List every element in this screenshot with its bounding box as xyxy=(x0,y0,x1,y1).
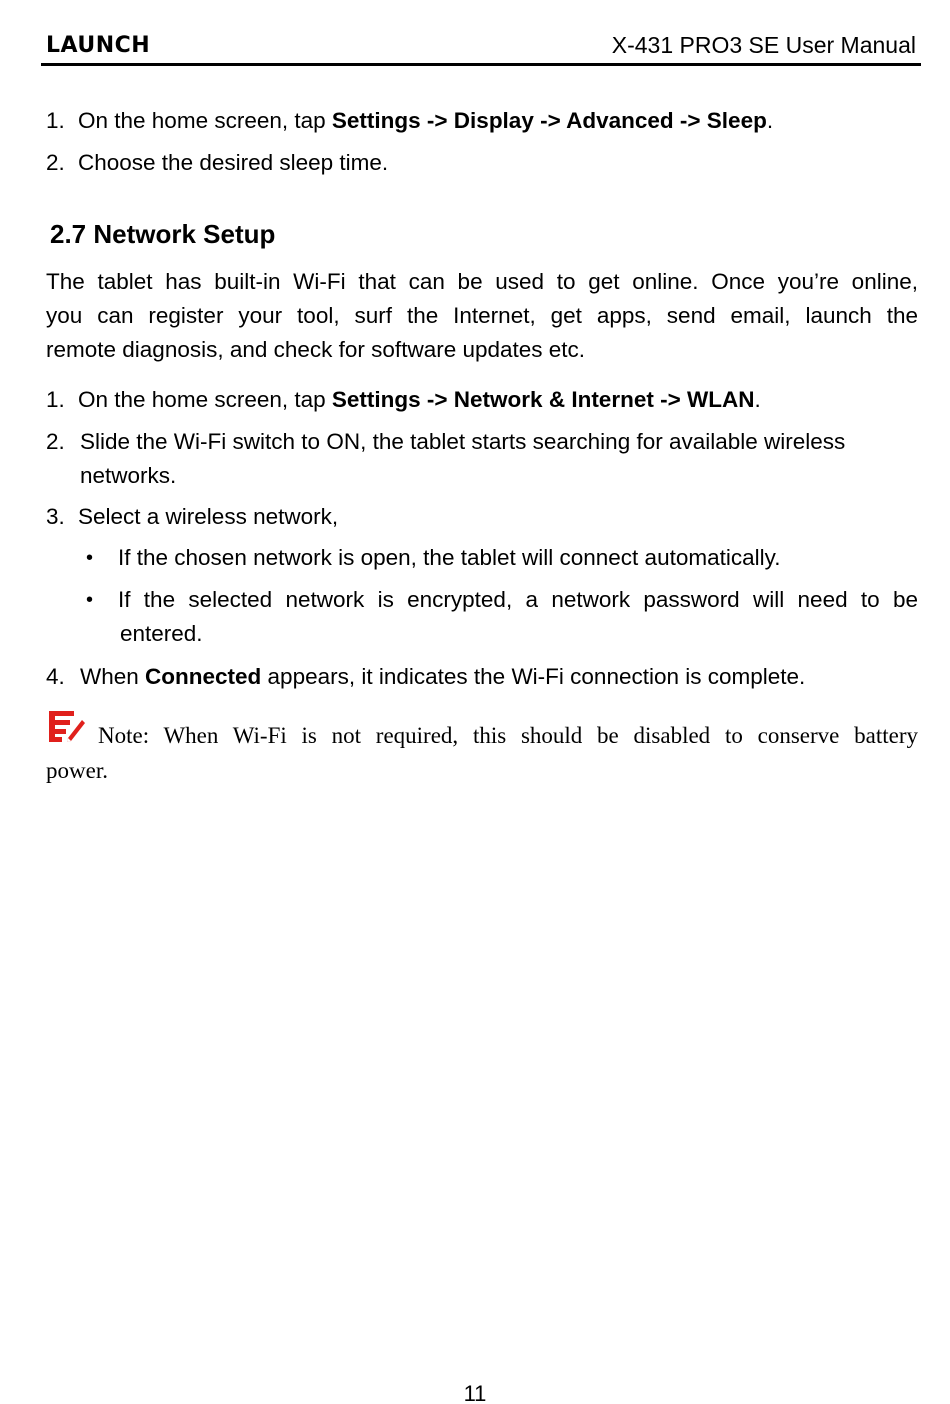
network-step-1 xyxy=(78,386,761,414)
network-step-1-number: 1. xyxy=(46,387,65,412)
network-step-2-number: 2. xyxy=(46,429,65,454)
sleep-step-2: Choose the desired sleep time. xyxy=(78,150,389,175)
sleep-step-1-text: On the home screen, tap xyxy=(78,108,332,133)
network-step-1-path: Settings -> Network & Internet -> WLAN xyxy=(331,387,755,412)
bullet-2-line-1: If the selected network is encrypted, a network password will need to be xyxy=(118,587,918,612)
intro-paragraph xyxy=(46,265,918,367)
brand-logo-text: LAUNCH xyxy=(46,33,151,58)
intro-line-2: you can register your tool, surf the Internet, get apps, send email, launch the xyxy=(46,303,918,328)
sleep-step-2-number: 2. xyxy=(46,150,65,175)
network-step-4-end: appears, it indicates the Wi-Fi connection is complete. xyxy=(261,664,806,689)
network-step-4-text: When xyxy=(80,664,146,689)
page-number: 11 xyxy=(463,1381,487,1404)
network-step-1-end: . xyxy=(754,387,761,412)
network-step-3: Select a wireless network, xyxy=(78,504,339,529)
sleep-step-1-number: 1. xyxy=(46,108,65,133)
network-step-1-text: On the home screen, tap xyxy=(78,387,332,412)
network-step-4-status: Connected xyxy=(145,664,262,689)
note-text xyxy=(46,718,918,788)
network-step-2-line-2: networks. xyxy=(80,463,177,488)
sleep-step-1-path: Settings -> Display -> Advanced -> Sleep xyxy=(331,108,767,133)
sleep-step-1-end: . xyxy=(766,108,774,133)
intro-line-3: remote diagnosis, and check for software updates etc. xyxy=(46,337,586,362)
network-step-4 xyxy=(80,663,805,691)
document-title: X-431 PRO3 SE User Manual xyxy=(611,32,916,58)
section-heading: 2.7 Network Setup xyxy=(50,219,276,249)
bullet-2-symbol: • xyxy=(86,589,94,611)
network-step-2-line-1: Slide the Wi-Fi switch to ON, the tablet starts searching for available wireless xyxy=(80,429,846,454)
network-step-4-number: 4. xyxy=(46,664,65,689)
sleep-step-1 xyxy=(78,107,773,135)
network-step-3-number: 3. xyxy=(46,504,65,529)
page-header xyxy=(41,30,921,66)
bullet-1-text: If the chosen network is open, the tablet will connect automatically. xyxy=(118,545,781,570)
note-line-1: Note: When Wi-Fi is not required, this should be disabled to conserve battery xyxy=(98,723,918,748)
note-line-2: power. xyxy=(46,758,108,783)
bullet-2-line-2: entered. xyxy=(120,621,203,646)
intro-line-1: The tablet has built-in Wi-Fi that can be used to get online. Once you’re online, xyxy=(46,269,918,294)
bullet-1-symbol: • xyxy=(86,547,94,569)
